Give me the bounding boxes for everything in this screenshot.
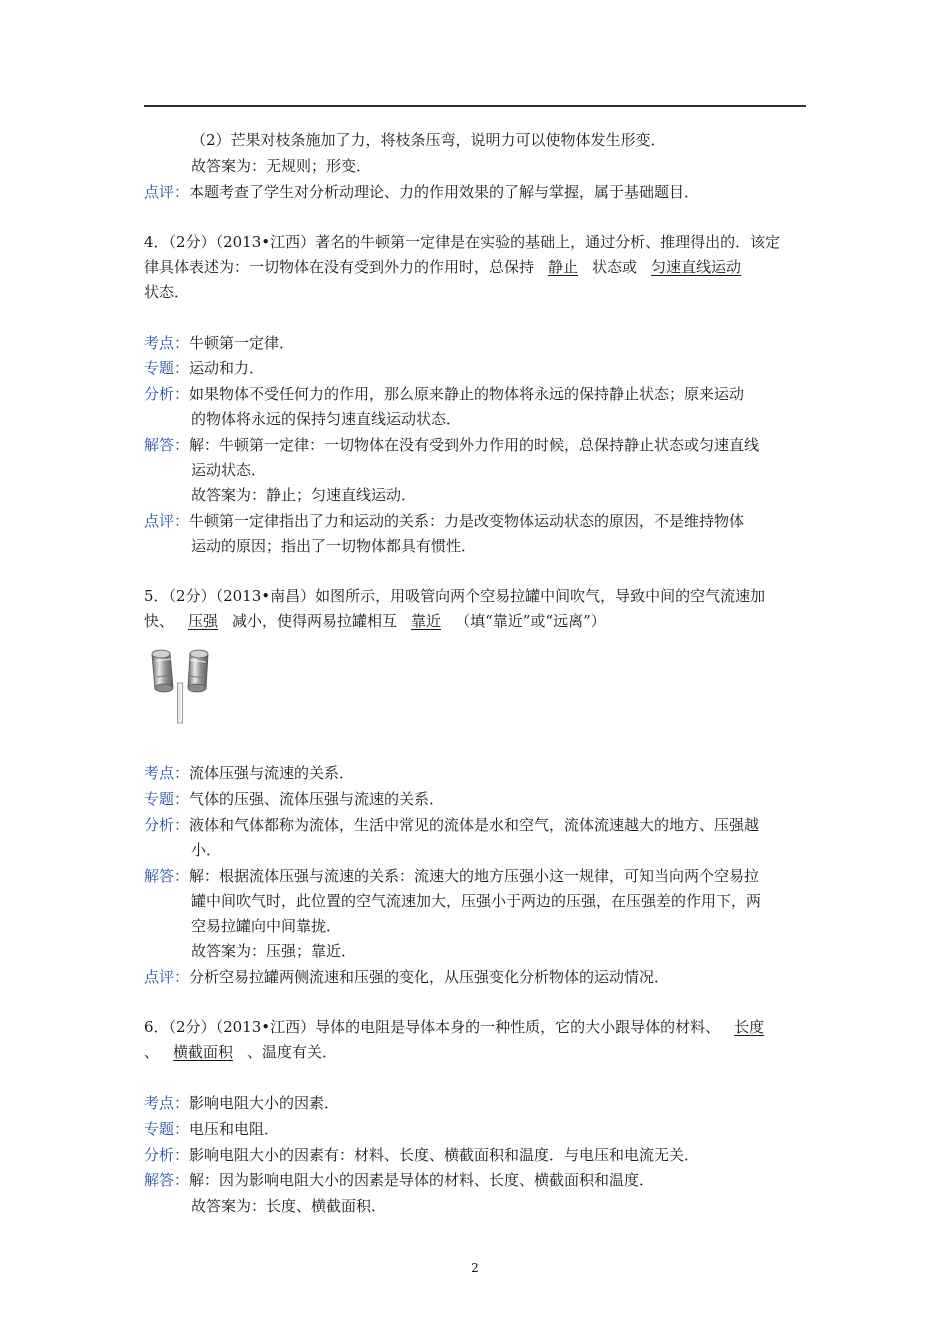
q5-stem-text-2: 减小，使得两易拉罐相互 xyxy=(232,612,398,630)
q5-kaodian-text: 流体压强与流速的关系． xyxy=(189,764,355,782)
q6-jieda-row xyxy=(144,1170,654,1190)
right-can-icon xyxy=(188,650,208,692)
prev-review-row xyxy=(144,182,699,202)
q4-fenxi-row xyxy=(144,384,744,404)
q6-jieda-answer: 故答案为：长度、横截面积． xyxy=(191,1197,387,1215)
q4-dianping-row xyxy=(144,511,744,531)
q5-stem-text: 快、 xyxy=(144,612,175,630)
q5-jieda-answer: 故答案为：压强；靠近． xyxy=(191,942,357,960)
q6-fenxi-row xyxy=(144,1145,699,1165)
jieda-label: 解答： xyxy=(144,436,190,454)
q4-stem-text: 律具体表述为：一切物体在没有受到外力的作用时，总保持 xyxy=(144,258,535,276)
q4-zhuanti-row xyxy=(144,358,264,378)
fenxi-label: 分析： xyxy=(144,816,190,834)
straw-icon xyxy=(178,683,183,723)
q4-answer-1: 静止 xyxy=(548,258,579,276)
prev-answer-line: （2）芒果对枝条施加了力，将枝条压弯，说明力可以使物体发生形变． xyxy=(191,131,666,149)
q4-fenxi-text: 如果物体不受任何力的作用，那么原来静止的物体将永远的保持静止状态；原来运动 xyxy=(189,385,745,403)
fenxi-label: 分析： xyxy=(144,385,190,403)
q6-answer-1: 长度 xyxy=(734,1018,765,1036)
q5-jieda-cont1: 罐中间吹气时，此位置的空气流速加大，压强小于两边的压强，在压强差的作用下，两 xyxy=(191,892,762,910)
q6-stem-text-2: 、 xyxy=(144,1043,160,1061)
q4-jieda-answer: 故答案为：静止；匀速直线运动． xyxy=(191,486,417,504)
cans-straw-figure xyxy=(146,643,218,725)
q5-dianping-row xyxy=(144,967,669,987)
prev-review-text: 本题考查了学生对分析动理论、力的作用效果的了解与掌握，属于基础题目． xyxy=(189,183,700,201)
zhuanti-label: 专题： xyxy=(144,1120,190,1138)
q4-jieda-cont: 运动状态． xyxy=(191,461,267,479)
zhuanti-label: 专题： xyxy=(144,790,190,808)
jieda-label: 解答： xyxy=(144,1171,190,1189)
q4-stem-line3: 状态． xyxy=(144,283,190,301)
q4-jieda-row xyxy=(144,435,759,455)
q5-kaodian-row xyxy=(144,763,354,783)
q5-fenxi-text: 液体和气体都称为流体，生活中常见的流体是水和空气，流体流速越大的地方、压强越 xyxy=(189,816,760,834)
header-rule xyxy=(144,105,806,107)
q5-stem-line2 xyxy=(144,611,606,631)
fenxi-label: 分析： xyxy=(144,1146,190,1164)
q6-stem-line1 xyxy=(144,1017,764,1037)
q5-jieda-row xyxy=(144,866,759,886)
q4-fenxi-cont: 的物体将永远的保持匀速直线运动状态． xyxy=(191,410,462,428)
q4-answer-2: 匀速直线运动 xyxy=(651,258,742,276)
q4-stem-line1: 4．（2分）（2013•江西）著名的牛顿第一定律是在实验的基础上，通过分析、推理得出的．该定 xyxy=(144,233,781,251)
prev-answer-summary: 故答案为：无规则；形变． xyxy=(191,157,372,175)
q5-jieda-text: 解：根据流体压强与流速的关系：流速大的地方压强小这一规律，可知当向两个空易拉 xyxy=(189,867,760,885)
q6-answer-2: 横截面积 xyxy=(173,1043,234,1061)
q4-dianping-text: 牛顿第一定律指出了力和运动的关系：力是改变物体运动状态的原因，不是维持物体 xyxy=(189,512,745,530)
review-label: 点评： xyxy=(144,183,190,201)
q5-answer-1: 压强 xyxy=(188,612,219,630)
jieda-label: 解答： xyxy=(144,867,190,885)
q5-fenxi-row xyxy=(144,815,759,835)
q5-zhuanti-text: 气体的压强、流体压强与流速的关系． xyxy=(189,790,445,808)
q5-zhuanti-row xyxy=(144,789,444,809)
q4-dianping-cont: 运动的原因；指出了一切物体都具有惯性． xyxy=(191,537,477,555)
page-number: 2 xyxy=(471,1261,479,1275)
q6-kaodian-text: 影响电阻大小的因素． xyxy=(189,1094,340,1112)
left-can-icon xyxy=(152,650,173,692)
kaodian-label: 考点： xyxy=(144,334,190,352)
zhuanti-label: 专题： xyxy=(144,359,190,377)
dianping-label: 点评： xyxy=(144,968,190,986)
q4-stem-text-2: 状态或 xyxy=(592,258,638,276)
q4-kaodian-row xyxy=(144,333,294,353)
q6-kaodian-row xyxy=(144,1093,339,1113)
q5-jieda-cont2: 空易拉罐向中间靠拢． xyxy=(191,917,342,935)
q4-zhuanti-text: 运动和力． xyxy=(189,359,265,377)
q6-zhuanti-row xyxy=(144,1119,279,1139)
dianping-label: 点评： xyxy=(144,512,190,530)
q5-answer-2: 靠近 xyxy=(411,612,442,630)
q6-stem-line2 xyxy=(144,1042,337,1062)
q5-stem-text-3: （填“靠近”或“远离”） xyxy=(455,612,606,630)
q5-dianping-text: 分析空易拉罐两侧流速和压强的变化，从压强变化分析物体的运动情况． xyxy=(189,968,670,986)
kaodian-label: 考点： xyxy=(144,764,190,782)
q5-fenxi-cont: 小． xyxy=(191,841,222,859)
q4-kaodian-text: 牛顿第一定律． xyxy=(189,334,295,352)
q6-zhuanti-text: 电压和电阻． xyxy=(189,1120,280,1138)
q6-fenxi-text: 影响电阻大小的因素有：材料、长度、横截面积和温度．与电压和电流无关． xyxy=(189,1146,700,1164)
q6-jieda-text: 解：因为影响电阻大小的因素是导体的材料、长度、横截面积和温度． xyxy=(189,1171,655,1189)
kaodian-label: 考点： xyxy=(144,1094,190,1112)
q4-stem-line2 xyxy=(144,257,741,277)
q6-stem-text: 6．（2分）（2013•江西）导体的电阻是导体本身的一种性质，它的大小跟导体的材料、 xyxy=(144,1018,721,1036)
q4-jieda-text: 解：牛顿第一定律：一切物体在没有受到外力作用的时候，总保持静止状态或匀速直线 xyxy=(189,436,760,454)
q6-stem-text-3: 、温度有关． xyxy=(247,1043,338,1061)
q5-stem-line1: 5．（2分）（2013•南昌）如图所示，用吸管向两个空易拉罐中间吹气，导致中间的空气流速加 xyxy=(144,587,766,605)
